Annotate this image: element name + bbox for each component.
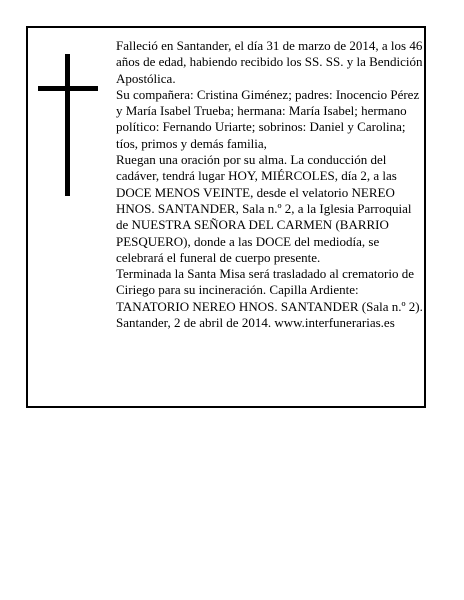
family-list: Su compañera: Cristina Giménez; padres: Inocencio Pérez y María Isabel Trueba; hermana: María Isabel; hermano político: Fernando Uriarte; sobrinos: Daniel y Carolina; tíos, primos y demás familia,: [116, 86, 420, 151]
funeral-details: Ruegan una oración por su alma. La conducción del cadáver, tendrá lugar HOY, MIÉRCOLES, día 2, a las DOCE MENOS VEINTE, desde el velatorio NEREO HNOS. SANTANDER, Sala n.º 2, a la Iglesia Parroquial de NUESTRA SEÑORA DEL CARMEN (BARRIO PESQUERO), donde a las DOCE del mediodía, se celebrará el funeral de cuerpo presente.: [116, 152, 412, 265]
notice-date-and-website: Santander, 2 de abril de 2014. www.interfunerarias.es: [116, 315, 395, 331]
cross-horizontal-bar: [38, 86, 98, 91]
cross-vertical-bar: [65, 54, 70, 196]
obituary-text: [116, 38, 424, 331]
cremation-details: Terminada la Santa Misa será trasladado al crematorio de Ciriego para su incineración. Capilla Ardiente: TANATORIO NEREO HNOS. SANTANDER (Sala n.º 2).: [116, 266, 423, 314]
cross-icon: [38, 54, 98, 196]
death-announcement: Falleció en Santander, el día 31 de marzo de 2014, a los 46 años de edad, habiendo recibido los SS. SS. y la Bendición Apostólica.: [116, 38, 423, 86]
